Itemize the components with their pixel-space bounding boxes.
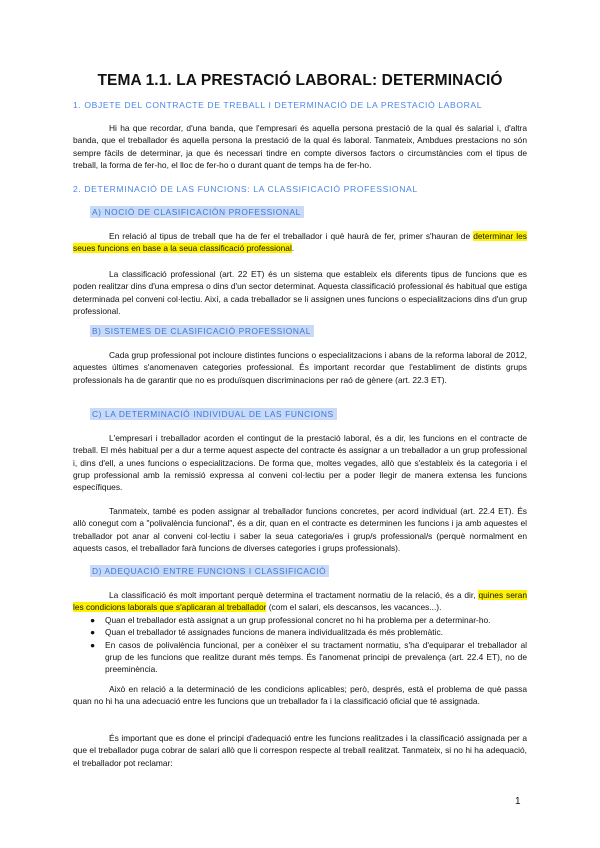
subsection-b-paragraph <box>73 349 527 386</box>
bullet-icon: ● <box>90 627 96 638</box>
subsection-d-text-3: És important que es done el principi d'adequació entre les funcions realitzades i la classificació assignada per a que el treballador puga cobrar de salari allò que li correspon respecte al treball realitzat. Tanmateix, si no hi ha adequació, el treballador pot reclamar: <box>73 733 527 768</box>
subsection-c-heading: C) LA DETERMINACIÓ INDIVIDUAL DE LAS FUNCIONS <box>90 408 337 420</box>
list-item <box>90 639 527 676</box>
subsection-a-heading: A) NOCIÓ DE CLASIFICACIÓN PROFESSIONAL <box>90 206 304 218</box>
list-item-text: Quan el treballador té assignades funcions de manera individualitzada és més problemàtic. <box>105 627 443 638</box>
subsection-d-paragraph-1 <box>73 589 527 614</box>
subsection-c-text-2: Tanmateix, també es poden assignar al treballador funcions concretes, per acord individual (art. 22.4 ET). És allò conegut com a "polivalència funcional", és a dir, quan en el contracte es determinen les funcions i ja amb aquestes el treballador pot anar al conveni col·lectiu i saber la seua categoria/es i grup/s professional/s (perquè normalment en aquests casos, el treballador farà funcions de diverses categories i grups professionals). <box>73 506 527 553</box>
bullet-list <box>90 614 527 675</box>
subsection-d-paragraph-3 <box>73 732 527 769</box>
section-1-paragraph <box>73 122 527 171</box>
list-item-text: En casos de polivalència funcional, per a conèixer el su tractament normatiu, s'ha d'equiparar el treballador al grup de les funcions que realitze durant més temps. És l'anomenat principi de prevalença (art. 22.4 ET), no de preeminència. <box>105 639 527 675</box>
subsection-d-heading: D) ADEQUACIÓ ENTRE FUNCIONS I CLASSIFICACIÓ <box>90 565 329 577</box>
subsection-a-paragraph-1 <box>73 230 527 255</box>
subsection-a-paragraph-2 <box>73 268 527 317</box>
text-run: . <box>291 243 295 254</box>
list-item <box>90 626 527 638</box>
section-2-heading: 2. DETERMINACIÓ DE LAS FUNCIONS: LA CLASSIFICACIÓ PROFESSIONAL <box>73 184 418 194</box>
subsection-d-paragraph-2 <box>73 683 527 708</box>
list-item-text: Quan el treballador està assignat a un grup professional concret no hi ha problema per a determinar-ho. <box>105 615 491 625</box>
text-run: La classificació és molt important perquè determina el tractament normatiu de la relació, és a dir, <box>109 590 479 600</box>
list-item <box>90 614 527 626</box>
text-run: En relació al tipus de treball que ha de fer el treballador i què haurà de fer, primer s'hauran de <box>109 231 474 241</box>
section-1-text: Hi ha que recordar, d'una banda, que l'empresari és aquella persona prestació de la qual és salarial i, d'altra banda, que el treballador és aquella persona la prestació de la qual és laboral. Tanmateix, Ambdues prestacions no són sempre fàcils de determinar, ja que és necessari tindre en compte diversos factors o circumstàncies com el tipus de treball, la forma de fer-ho, el lloc de fer-ho o durant quant de temps ha de fer-ho. <box>73 123 527 170</box>
highlighted-text: determinar les seues funcions en base a la seua classificació professional <box>73 231 527 254</box>
highlighted-text: quines seran les condicions laborals que s'aplicaran al treballador <box>73 590 527 613</box>
page-number: 1 <box>515 796 521 807</box>
subsection-b-heading: B) SISTEMES DE CLASIFICACIÓ PROFESSIONAL <box>90 325 314 337</box>
bullet-icon: ● <box>90 639 96 650</box>
text-run: (com el salari, els descansos, les vacances...). <box>266 602 442 613</box>
subsection-b-text: Cada grup professional pot incloure distintes funcions o especialitzacions i abans de la reforma laboral de 2012, aquestes últimes s'anomenaven categories professional. És important recordar que l'establiment de distints grups professionals ha de garantir que no es produïsquen discriminacions per raó de gènere (art. 22.3 ET). <box>73 350 527 385</box>
bullet-icon: ● <box>90 615 96 625</box>
subsection-c-paragraph-1 <box>73 432 527 493</box>
subsection-a-text-2: La classificació professional (art. 22 ET) és un sistema que estableix els diferents tipus de funcions que es poden realitzar dins d'una empresa o dins d'un sector determinat. Aquesta classificació professional és habitual que estiga determinada pel conveni col·lectiu. Així, a cada treballador se li assignen unes funcions o especialitzacions dins d'un grup professional. <box>73 269 527 316</box>
subsection-c-text-1: L'empresari i treballador acorden el contingut de la prestació laboral, és a dir, les funcions en el contracte de treball. El més habitual per a dur a terme aquest aspecte del contracte és assignar a un treballador a un grup professional i, dins d'ell, a unes funcions o especialitzacions. De forma que, moltes vegades, allò que s'estableix és la categoria i el grup professional amb la remissió expressa al conveni col·lectiu per a poder llegir de manera extensa les funcions específiques. <box>73 433 527 493</box>
document-title: TEMA 1.1. LA PRESTACIÓ LABORAL: DETERMINACIÓ <box>97 72 503 89</box>
subsection-d-text-2: Això en relació a la determinació de les condicions aplicables; però, després, està el problema de què passa quan no hi ha una adecuació entre les funcions que un treballador fa i la classificació oficial que té assignada. <box>73 684 527 707</box>
subsection-c-paragraph-2 <box>73 505 527 554</box>
section-1-heading: 1. OBJETE DEL CONTRACTE DE TREBALL I DETERMINACIÓ DE LA PRESTACIÓ LABORAL <box>73 100 483 110</box>
